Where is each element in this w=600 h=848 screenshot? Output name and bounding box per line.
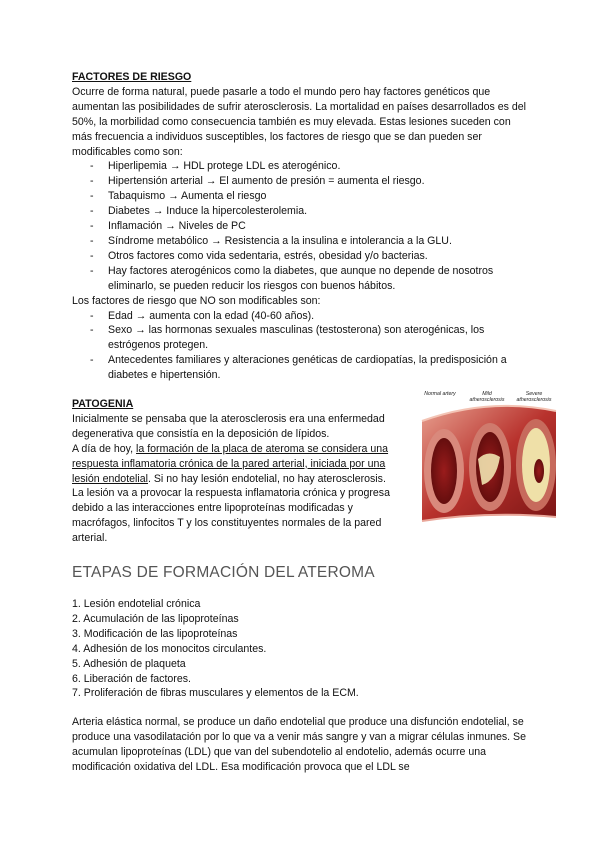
- list-item: 3. Modificación de las lipoproteínas: [72, 627, 238, 640]
- patogenia-p2: [72, 442, 406, 487]
- risk-heading: FACTORES DE RIESGO: [72, 71, 192, 83]
- nonmodifiable-intro: Los factores de riesgo que NO son modificables son:: [72, 294, 321, 307]
- etapas-list: [72, 597, 530, 701]
- patogenia-p3: La lesión va a provocar la respuesta inflamatoria crónica y progresa debido a las interacciones entre lipoproteínas modificadas y macrófagos, linfocitos T y los constituyentes normales de la pared arterial.: [72, 487, 390, 545]
- list-item: 4. Adhesión de los monocitos circulantes.: [72, 642, 267, 655]
- nonmodifiable-list: [72, 309, 530, 384]
- list-item: - Hipertensión arterial → El aumento de presión = aumenta el riesgo.: [72, 174, 530, 189]
- list-item: - Inflamación → Niveles de PC: [72, 219, 530, 234]
- list-item: - Hiperlipemia → HDL protege LDL es aterogénico.: [72, 159, 530, 174]
- list-item: 6. Liberación de factores.: [72, 672, 191, 685]
- list-item: 2. Acumulación de las lipoproteínas: [72, 612, 239, 625]
- etapas-heading: ETAPAS DE FORMACIÓN DEL ATEROMA: [72, 564, 375, 582]
- list-item: - Hay factores aterogénicos como la diabetes, que aunque no depende de nosotros eliminarlo, se pueden reducir los riesgos con buenos hábitos.: [72, 264, 530, 294]
- p2-end: . Si no hay lesión endotelial, no hay aterosclerosis.: [147, 472, 386, 485]
- list-item: 5. Adhesión de plaqueta: [72, 657, 186, 670]
- artery-illustration: [418, 389, 558, 525]
- patogenia-p1: Inicialmente se pensaba que la aterosclerosis era una enfermedad degenerativa que consistía en la deposición de lípidos.: [72, 412, 385, 440]
- p2-start: A día de hoy,: [72, 442, 137, 455]
- figure-label-normal: Normal artery: [424, 391, 456, 397]
- list-item: - Sexo → las hormonas sexuales masculinas (testosterona) son aterogénicas, los estrógenos protegen.: [72, 323, 530, 353]
- list-item: - Antecedentes familiares y alteraciones genéticas de cardiopatías, la predisposición a diabetes e hipertensión.: [72, 353, 530, 383]
- modifiable-list: [72, 159, 530, 293]
- patogenia-section: [72, 397, 406, 546]
- list-item: - Diabetes → Induce la hipercolesterolemia.: [72, 204, 530, 219]
- list-item: 1. Lesión endotelial crónica: [72, 598, 201, 610]
- patogenia-heading: PATOGENIA: [72, 398, 134, 411]
- etapas-paragraph: Arteria elástica normal, se produce un daño endotelial que produce una disfunción endotelial, se produce una vasodilatación por lo que va a venir más sangre y van a migrar células inmunes. Se acumulan lipoproteínas (LDL) que van del subendotelio al endotelio, además ocurre una modificación oxidativa del LDL. Esa modificación provoca que el LDL se: [72, 716, 527, 774]
- list-item: - Tabaquismo → Aumenta el riesgo: [72, 189, 530, 204]
- list-item: - Otros factores como vida sedentaria, estrés, obesidad y/o bacterias.: [72, 249, 530, 264]
- p2-underlined: la formación de la placa de ateroma se considera una respuesta inflamatoria crónica de la pared arterial, iniciada por una lesión endotelial: [72, 442, 389, 485]
- list-item: - Síndrome metabólico → Resistencia a la insulina e intolerancia a la GLU.: [72, 234, 530, 249]
- risk-intro: Ocurre de forma natural, puede pasarle a todo el mundo pero hay factores genéticos que aumentan las posibilidades de sufrir aterosclerosis. La mortalidad en países desarrollados es del 50%, la morbilidad como consecuencia también es muy elevada. Estas lesiones suceden con más frecuencia a individuos susceptibles, los factores de riesgo que se dan pueden ser modificables como son:: [72, 85, 527, 158]
- artery-drawing: [418, 389, 558, 525]
- figure-label-severe: Severe atherosclerosis: [516, 391, 552, 403]
- figure-label-mild: Mild atherosclerosis: [469, 391, 505, 403]
- list-item: 7. Proliferación de fibras musculares y elementos de la ECM.: [72, 687, 359, 700]
- list-item: - Edad → aumenta con la edad (40-60 años).: [72, 309, 530, 324]
